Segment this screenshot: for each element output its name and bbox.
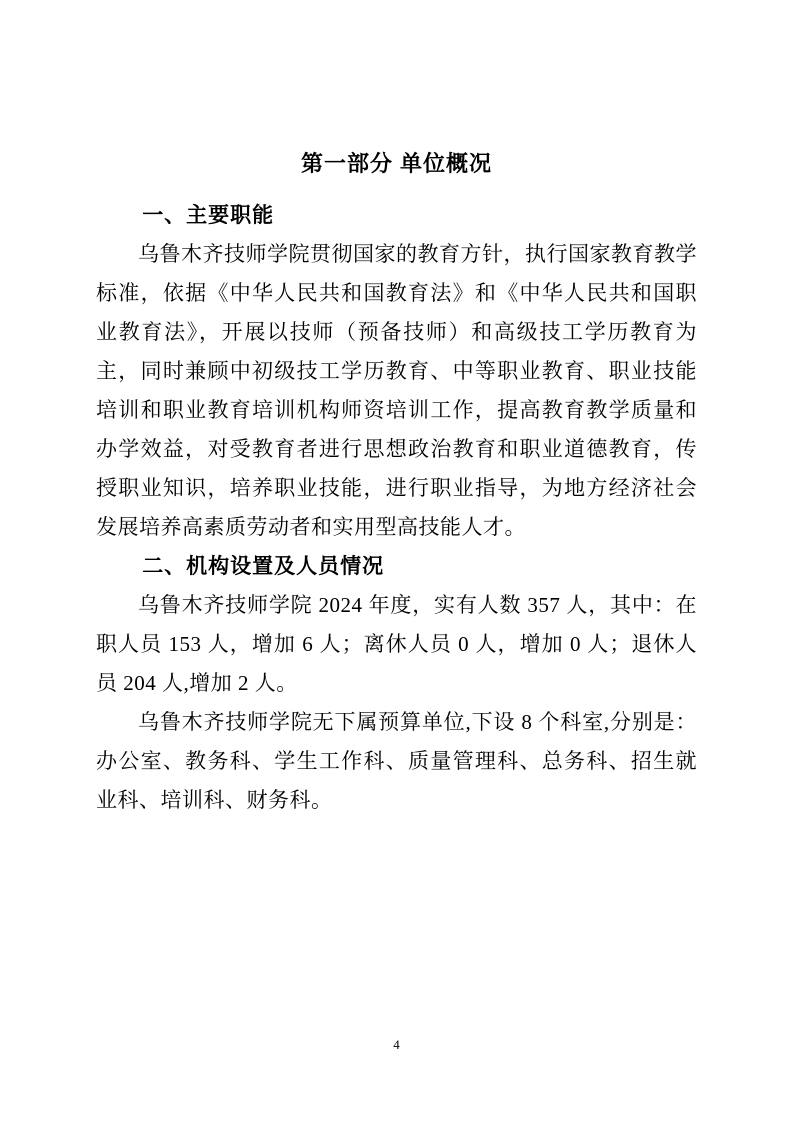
- section-heading-organization-personnel: 二、机构设置及人员情况: [142, 555, 385, 578]
- body-paragraph: 乌鲁木齐技师学院 2024 年度，实有人数 357 人，其中：在职人员 153 人，增加 6 人；离休人员 0 人，增加 0 人；退休人员 204 人,增加 2 人。: [96, 593, 697, 695]
- page-number: 4: [393, 1037, 400, 1052]
- body-paragraph: 乌鲁木齐技师学院无下属预算单位,下设 8 个科室,分别是：办公室、教务科、学生工作科、质量管理科、总务科、招生就业科、培训科、财务科。: [96, 710, 697, 812]
- document-title: 第一部分 单位概况: [300, 151, 493, 176]
- section-heading-main-functions: 一、主要职能: [142, 204, 275, 227]
- body-paragraph: 乌鲁木齐技师学院贯彻国家的教育方针，执行国家教育教学标准，依据《中华人民共和国教育法》和《中华人民共和国职业教育法》，开展以技师（预备技师）和高级技工学历教育为主，同时兼顾中初级技工学历教育、中等职业教育、职业技能培训和职业教育培训机构师资培训工作，提高教育教学质量和办学效益，对受教育者进行思想政治教育和职业道德教育，传授职业知识，培养职业技能，进行职业指导，为地方经济社会发展培养高素质劳动者和实用型高技能人才。: [96, 242, 697, 539]
